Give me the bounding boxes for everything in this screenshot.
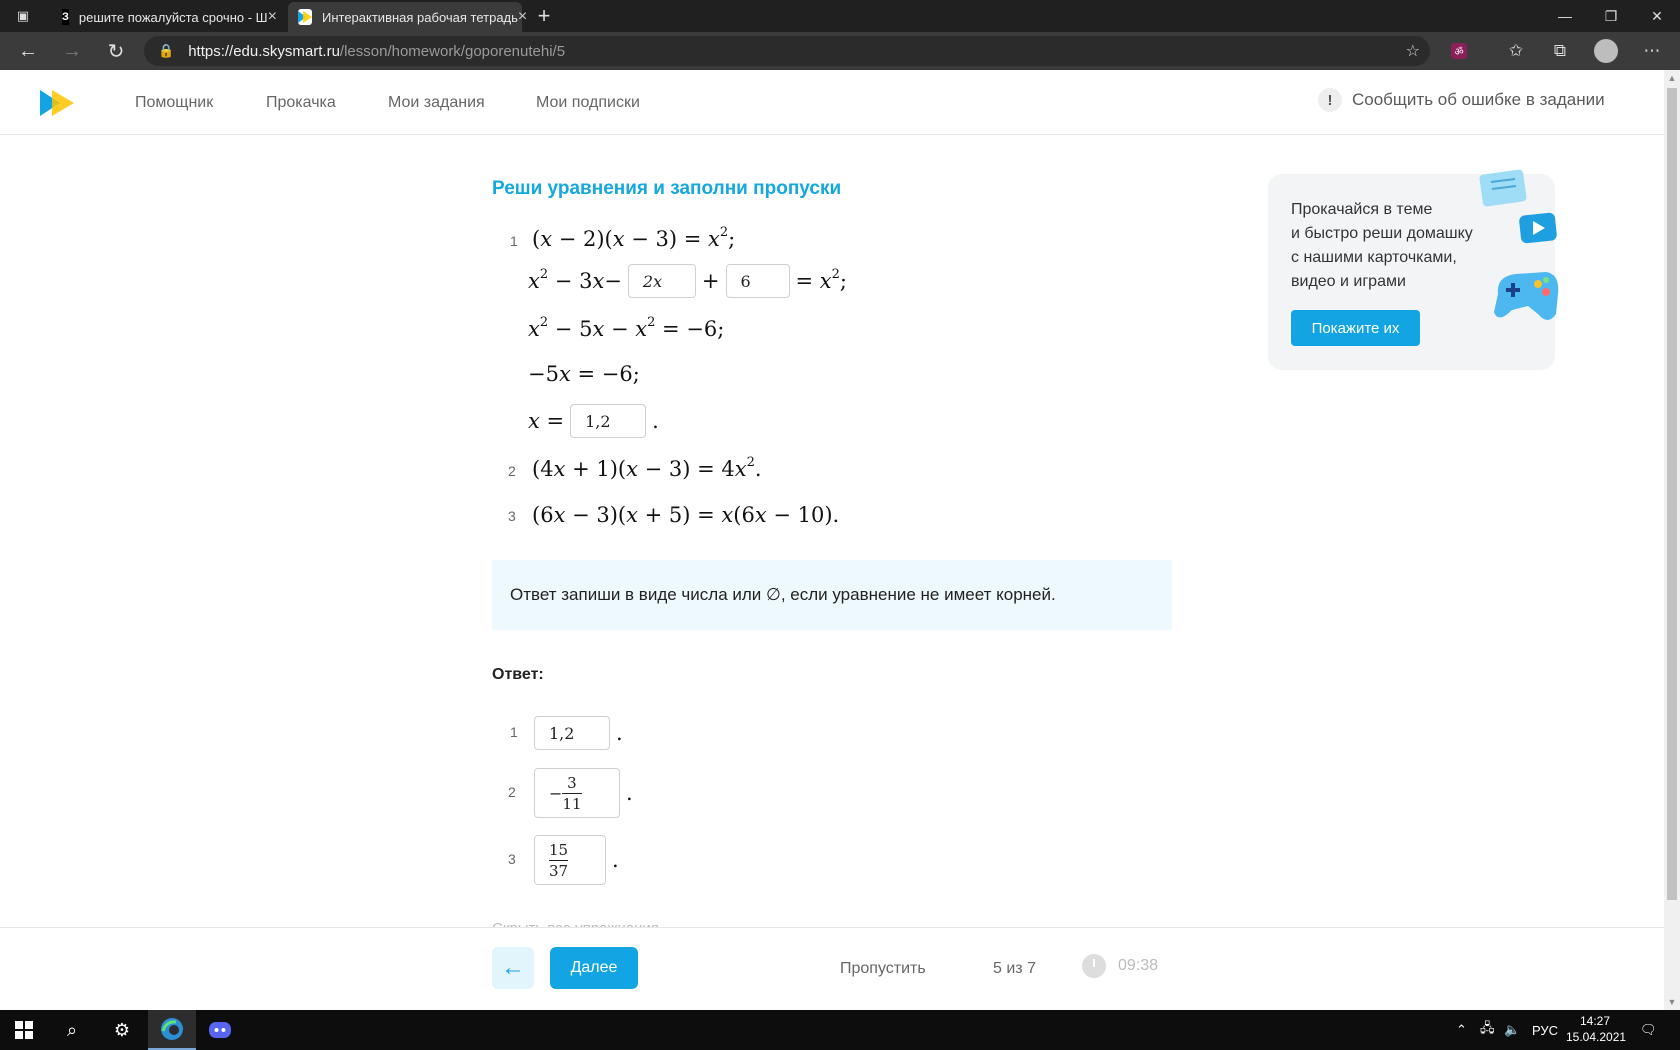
- blank-input-3[interactable]: 1,2: [570, 404, 646, 438]
- video-play-icon: [1518, 210, 1558, 246]
- timer-value: 09:38: [1118, 957, 1159, 974]
- equation-2: (4 x + 1)( x − 3) = 4 x 2 .: [532, 454, 762, 481]
- tab-close-icon[interactable]: ×: [267, 8, 277, 25]
- answer-3-denominator: 37: [549, 861, 569, 880]
- collections-icon[interactable]: ⧉: [1553, 41, 1567, 60]
- lock-icon: 🔒: [158, 43, 175, 58]
- warning-icon: !: [1318, 88, 1342, 112]
- menu-item-subscriptions[interactable]: Мои подписки: [536, 94, 640, 111]
- equation-1-step-3: −5 x = −6;: [528, 362, 640, 386]
- answer-number: 1: [510, 724, 518, 740]
- instruction-note: Ответ запиши в виде числа или ∅, если уравнение не имеет корней.: [492, 560, 1172, 630]
- scroll-up-icon[interactable]: ▲: [1667, 73, 1677, 83]
- answer-2-fraction: [562, 774, 581, 813]
- tab-active[interactable]: [288, 2, 528, 32]
- favorites-icon[interactable]: ✩: [1508, 41, 1524, 60]
- notifications-icon[interactable]: 🗨: [1640, 1022, 1657, 1037]
- bottom-navigation: [0, 927, 1664, 1010]
- windows-taskbar: [0, 1010, 1680, 1050]
- document-icon: [1473, 170, 1533, 210]
- settings-gear-icon[interactable]: ⚙: [113, 1019, 131, 1040]
- menu-item-training[interactable]: Прокачка: [266, 94, 336, 111]
- blank-input-2[interactable]: 6: [726, 264, 790, 298]
- timer: [1082, 954, 1158, 978]
- new-tab-icon[interactable]: +: [537, 3, 551, 28]
- answer-1: 1,2 .: [528, 715, 623, 751]
- report-error-label: Сообщить об ошибке в задании: [1352, 90, 1605, 109]
- back-icon[interactable]: ←: [18, 39, 38, 62]
- url-host: https://edu.skysmart.ru: [188, 42, 340, 60]
- tab-actions-icon[interactable]: ▣: [16, 8, 30, 23]
- edge-browser-icon[interactable]: [148, 1010, 196, 1050]
- volume-icon[interactable]: 🔈: [1504, 1022, 1521, 1037]
- browser-toolbar: [0, 32, 1680, 70]
- skip-button[interactable]: Пропустить: [840, 960, 926, 977]
- equation-1: ( x − 2)( x − 3) = x 2 ;: [532, 224, 736, 251]
- equation-number: 1: [510, 233, 518, 249]
- answer-3-fraction: [549, 841, 568, 880]
- add-favorite-icon[interactable]: ☆: [1405, 43, 1420, 60]
- address-bar[interactable]: [144, 36, 1430, 66]
- report-error-link[interactable]: [1318, 88, 1605, 112]
- tray-expand-icon[interactable]: ⌃: [1456, 1022, 1467, 1037]
- show-cards-button[interactable]: Покажите их: [1291, 310, 1420, 346]
- windows-start-icon[interactable]: [0, 1010, 48, 1050]
- answer-2-sign: −: [549, 783, 563, 803]
- gamepad-icon: [1488, 264, 1558, 334]
- task-title: Реши уравнения и заполни пропуски: [492, 178, 842, 199]
- discord-icon[interactable]: [196, 1010, 244, 1050]
- tab-inactive[interactable]: [52, 2, 282, 32]
- answer-2-numerator: 3: [567, 773, 577, 792]
- search-icon[interactable]: ⌕: [66, 1019, 78, 1040]
- promo-card: [1268, 174, 1555, 370]
- minimize-icon[interactable]: —: [1558, 8, 1572, 24]
- skysmart-favicon-icon: [298, 9, 312, 25]
- equation-number: 2: [508, 463, 516, 479]
- blank-input-1[interactable]: 2x: [628, 264, 696, 298]
- previous-arrow-icon[interactable]: ←: [492, 947, 534, 989]
- url-path: /lesson/homework/goporenutehi/5: [339, 42, 566, 60]
- equation-1-step-1: x 2 − 3 x − 2x + 6 = x 2 ;: [528, 263, 847, 299]
- close-window-icon[interactable]: ✕: [1651, 7, 1663, 24]
- browser-tab-bar: [0, 0, 1680, 32]
- answer-label: Ответ:: [492, 666, 544, 683]
- scroll-down-icon[interactable]: ▼: [1667, 997, 1677, 1007]
- answer-input-1[interactable]: 1,2: [534, 716, 610, 750]
- clock-icon: [1082, 954, 1106, 978]
- page-scrollbar[interactable]: [1664, 70, 1680, 1010]
- equation-3: (6 x − 3)( x + 5) = x (6 x − 10).: [532, 503, 840, 527]
- extension-icon[interactable]: ॐ: [1451, 43, 1467, 59]
- answer-input-2[interactable]: [534, 768, 620, 818]
- forward-icon[interactable]: →: [62, 39, 82, 62]
- tab-close-icon[interactable]: ×: [517, 8, 528, 25]
- restore-icon[interactable]: ❐: [1604, 7, 1618, 24]
- language-indicator[interactable]: РУС: [1532, 1022, 1559, 1038]
- clock-date: 15.04.2021: [1566, 1030, 1627, 1044]
- tab-title: решите пожалуйста срочно - Ш: [78, 9, 268, 25]
- progress-indicator: 5 из 7: [993, 960, 1036, 977]
- answer-number: 3: [508, 851, 516, 867]
- answer-3: $\frac{15}{37}$ .: [528, 835, 619, 885]
- profile-avatar[interactable]: [1594, 39, 1618, 63]
- refresh-icon[interactable]: ↻: [107, 40, 125, 63]
- site-header: [0, 70, 1664, 135]
- tab-title: Интерактивная рабочая тетрадь: [322, 9, 518, 25]
- promo-text: Прокачайся в теме и быстро реши домашку с нашими карточками, видео и играми: [1291, 201, 1473, 290]
- equation-1-step-2: x 2 − 5 x − x 2 = −6;: [528, 314, 725, 341]
- menu-item-my-tasks[interactable]: Мои задания: [388, 94, 485, 111]
- system-clock[interactable]: [1566, 1013, 1627, 1045]
- network-icon[interactable]: 🖧: [1480, 1020, 1495, 1035]
- znanija-favicon-icon: З: [62, 11, 69, 23]
- equation-number: 3: [508, 508, 516, 524]
- answer-input-3[interactable]: [534, 835, 606, 885]
- answer-number: 2: [508, 784, 516, 800]
- menu-item-assistant[interactable]: Помощник: [135, 94, 214, 111]
- skysmart-logo-icon[interactable]: [40, 90, 76, 116]
- answer-2: − $\frac{3}{11}$ .: [528, 768, 633, 818]
- clock-time: 14:27: [1579, 1014, 1611, 1028]
- scrollbar-thumb[interactable]: [1667, 88, 1677, 900]
- page-content: [0, 70, 1664, 1010]
- equation-1-step-4: x = 1,2 .: [528, 403, 659, 439]
- answer-2-denominator: 11: [562, 794, 582, 813]
- next-button[interactable]: Далее: [550, 947, 638, 989]
- answer-3-numerator: 15: [549, 840, 569, 859]
- more-icon[interactable]: ⋯: [1643, 41, 1661, 60]
